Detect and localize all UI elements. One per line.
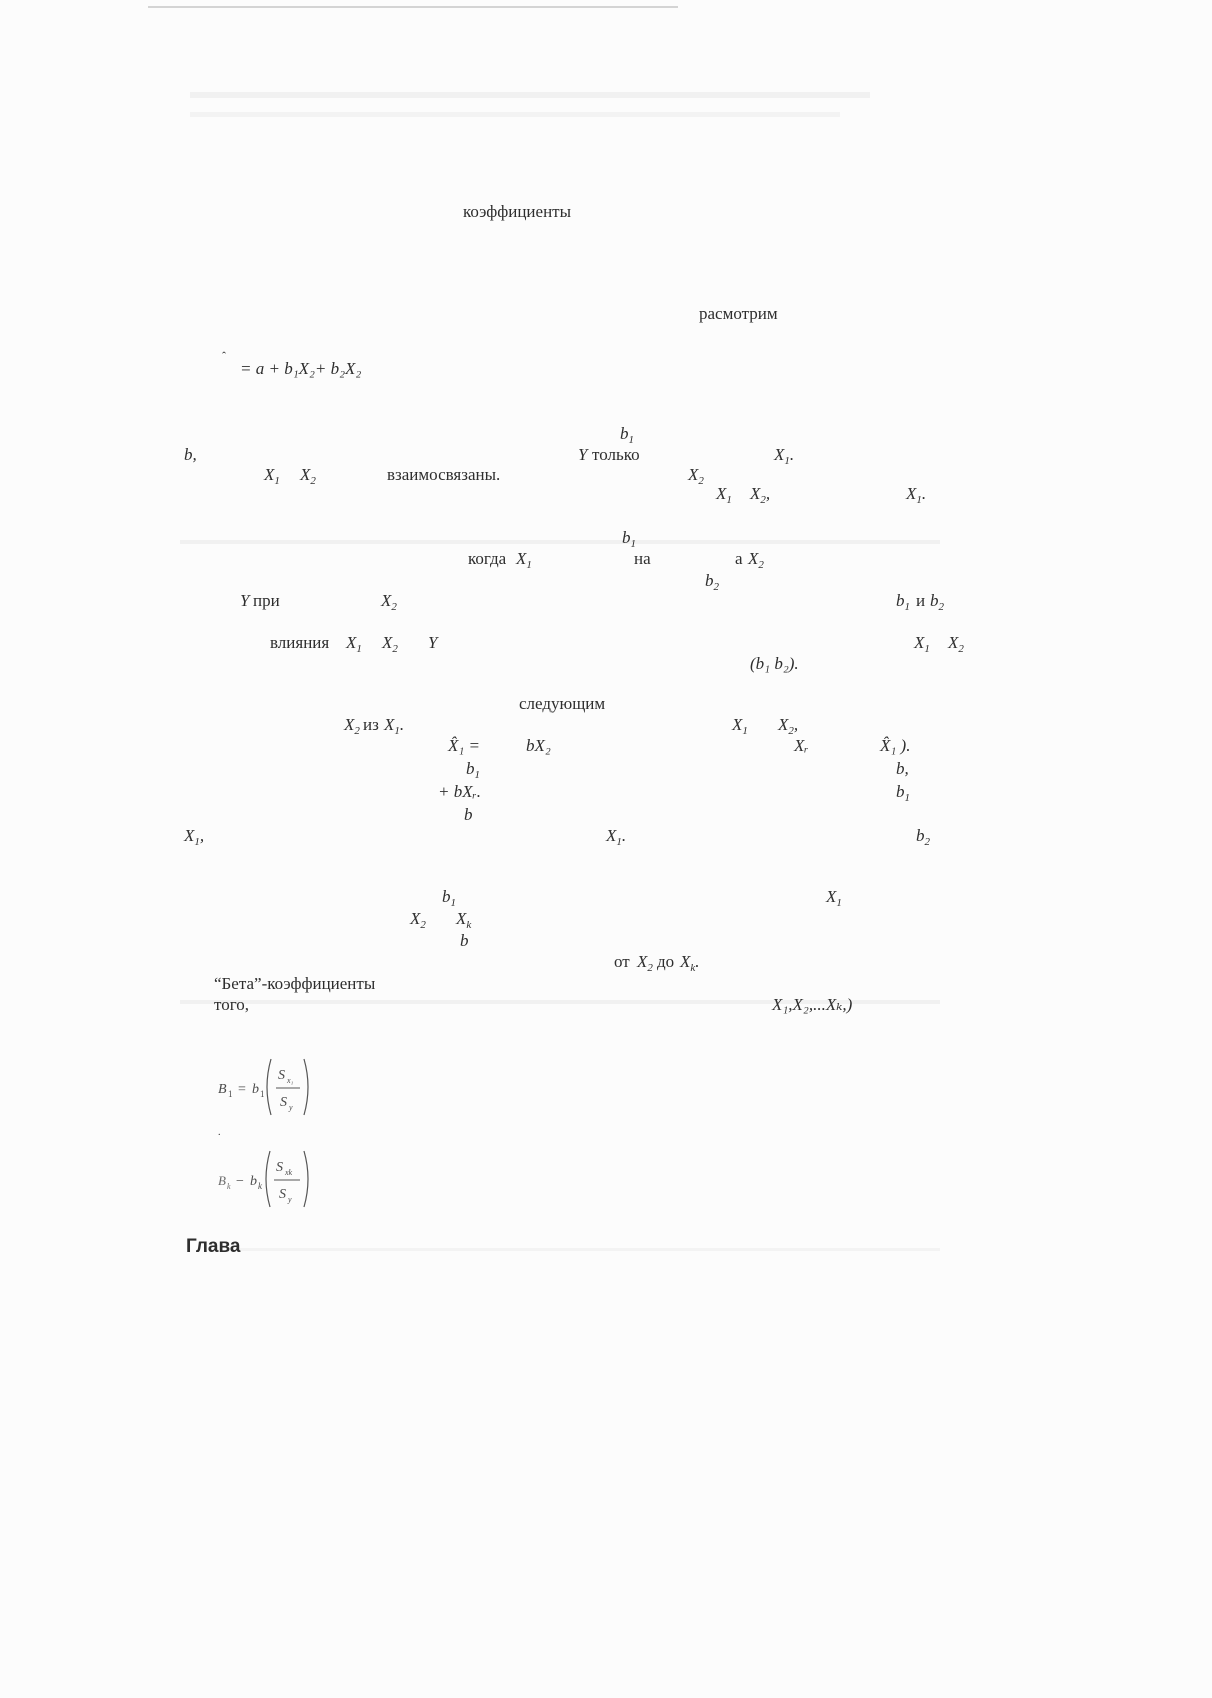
text-na: на [634, 549, 651, 568]
svg-text:=: = [238, 1082, 246, 1097]
text-rasmotrim: расмотрим [699, 304, 778, 323]
svg-text:y: y [289, 1103, 293, 1112]
svg-text:xk: xk [285, 1168, 293, 1177]
text-vliyaniya: влияния [270, 633, 330, 652]
bleed-band [180, 540, 940, 544]
text-togo: того, [214, 995, 250, 1014]
text-a: а [735, 549, 743, 568]
svg-text:b: b [250, 1174, 257, 1189]
text-koefficienty: коэффициенты [463, 202, 572, 221]
text-iz: из [363, 715, 379, 734]
bleed-band [190, 92, 870, 98]
text-sleduyushchim: следующим [519, 694, 606, 713]
vars-list: X₁,X₂,...Xₖ,) [772, 995, 853, 1014]
svg-text:S: S [278, 1068, 285, 1083]
text-i: и [916, 591, 926, 610]
hat-mark: ˆ [222, 349, 226, 363]
betak-formula [216, 1145, 326, 1218]
text-do: до [657, 952, 675, 971]
svg-text:S: S [280, 1095, 287, 1110]
hat-x1-eq: X̂₁ = [448, 736, 481, 755]
plus-bxr: + bXᵣ. [438, 782, 482, 801]
regression-equation: = a + b₁X₂+ b₂X₂ [240, 359, 362, 378]
xr: Xᵣ [794, 736, 809, 755]
svg-text:−: − [236, 1174, 244, 1189]
b1-b2-pair: (b₁ b₂). [750, 654, 799, 673]
text-kogda: когда [468, 549, 507, 568]
chapter-footer: Глава [186, 1236, 241, 1257]
svg-text:S: S [276, 1160, 283, 1175]
svg-text:S: S [279, 1187, 286, 1202]
svg-text:k: k [227, 1182, 231, 1191]
text-vzaimosvyazany: взаимосвязаны. [387, 465, 501, 484]
scanned-page: коэффициенты расмотрим ˆ = a + b₁X₂+ b₂X₂ $b_1$ b, Y только $X_1$. $X_1$ $X_2$ взаимосвязаны. $X_2$ $X_1$ $X_2$, $X_1$. $b_1$ когда $X_1$ на а $X_2$ $b_2$ Y при $X_2$ $b_1$ и $b_2$ влияния $X_1$ $X_2$ Y $X_1$ $X_2$ (b₁ b₂). следующим $X_2$ из $X_1$. $X_1$ $X_2$, X̂₁ = bX₂ Xᵣ X̂₁ ). $b_1$ b, + bXᵣ. $b_1$ b $X_1$, $X_1$. $b_2$ $b_1$ $X_1$ $X_2$ $X_k$ b от $X_2$ до $X_k$. “Бета”-коэффициенты того, X₁,X₂,...Xₖ,) B 1 = b 1 S x₁ S y . B k − b k S xk S y Глава [0, 0, 1212, 1698]
bx2: bX₂ [526, 736, 551, 755]
svg-text:1: 1 [260, 1089, 265, 1099]
bleed-band [240, 1248, 940, 1251]
text-pri: при [253, 591, 280, 610]
svg-text:1: 1 [228, 1089, 233, 1099]
x1-hat-close: X̂₁ ). [880, 736, 911, 755]
text-beta-koefficienty: “Бета”-коэффициенты [214, 974, 376, 993]
bleed-band [190, 112, 840, 117]
text-ot: от [614, 952, 630, 971]
top-rule [148, 6, 678, 8]
svg-text:y: y [288, 1195, 292, 1204]
svg-text:B: B [218, 1082, 227, 1097]
svg-text:b: b [252, 1082, 259, 1097]
svg-text:B: B [218, 1173, 226, 1188]
text-tolko: только [592, 445, 640, 464]
beta1-formula [216, 1053, 326, 1126]
svg-text:x₁: x₁ [287, 1076, 294, 1085]
svg-text:k: k [258, 1181, 262, 1191]
